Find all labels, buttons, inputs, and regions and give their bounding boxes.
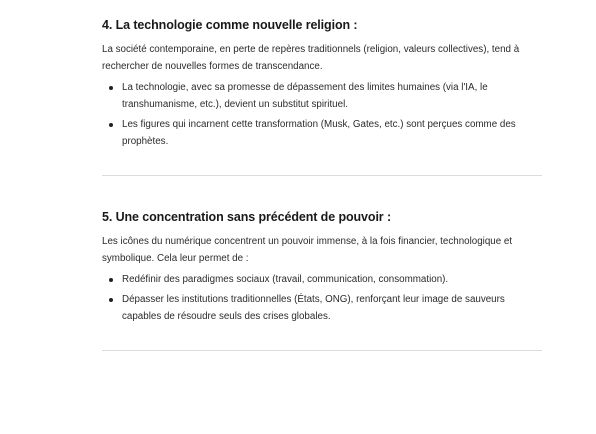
divider: [102, 350, 542, 351]
list-item-text: Redéfinir des paradigmes sociaux (travail, communication, consommation).: [122, 274, 449, 285]
list-item: [122, 291, 542, 325]
bullet-icon: [109, 123, 113, 127]
list-item-text: Les figures qui incarnent cette transformation (Musk, Gates, etc.) sont perçues comme des prophètes.: [122, 119, 516, 147]
section-intro: La société contemporaine, en perte de repères traditionnels (religion, valeurs collectives), tend à rechercher de nouvelles formes de transcendance.: [102, 44, 520, 72]
list-item: [122, 79, 542, 113]
bullet-icon: [109, 298, 113, 302]
bullet-icon: [109, 278, 113, 282]
list-item-text: La technologie, avec sa promesse de dépassement des limites humaines (via l'IA, le transhumanisme, etc.), devient un substitut spirituel.: [122, 82, 488, 110]
section-power-concentration: [102, 209, 542, 325]
bullet-icon: [109, 86, 113, 90]
section-heading: 5. Une concentration sans précédent de pouvoir :: [102, 210, 392, 224]
list-item-text: Dépasser les institutions traditionnelles (États, ONG), renforçant leur image de sauveurs capables de résoudre seuls des crises globales.: [122, 294, 505, 322]
list-item: [122, 271, 542, 288]
bullet-list: [102, 79, 542, 150]
section-intro: Les icônes du numérique concentrent un pouvoir immense, à la fois financier, technologique et symbolique. Cela leur permet de :: [102, 236, 513, 264]
bullet-list: [102, 271, 542, 325]
message-content: [102, 0, 542, 351]
divider: [102, 175, 542, 176]
list-item: [122, 116, 542, 150]
section-technology-religion: [102, 0, 542, 150]
section-heading: 4. La technologie comme nouvelle religion :: [102, 18, 358, 32]
